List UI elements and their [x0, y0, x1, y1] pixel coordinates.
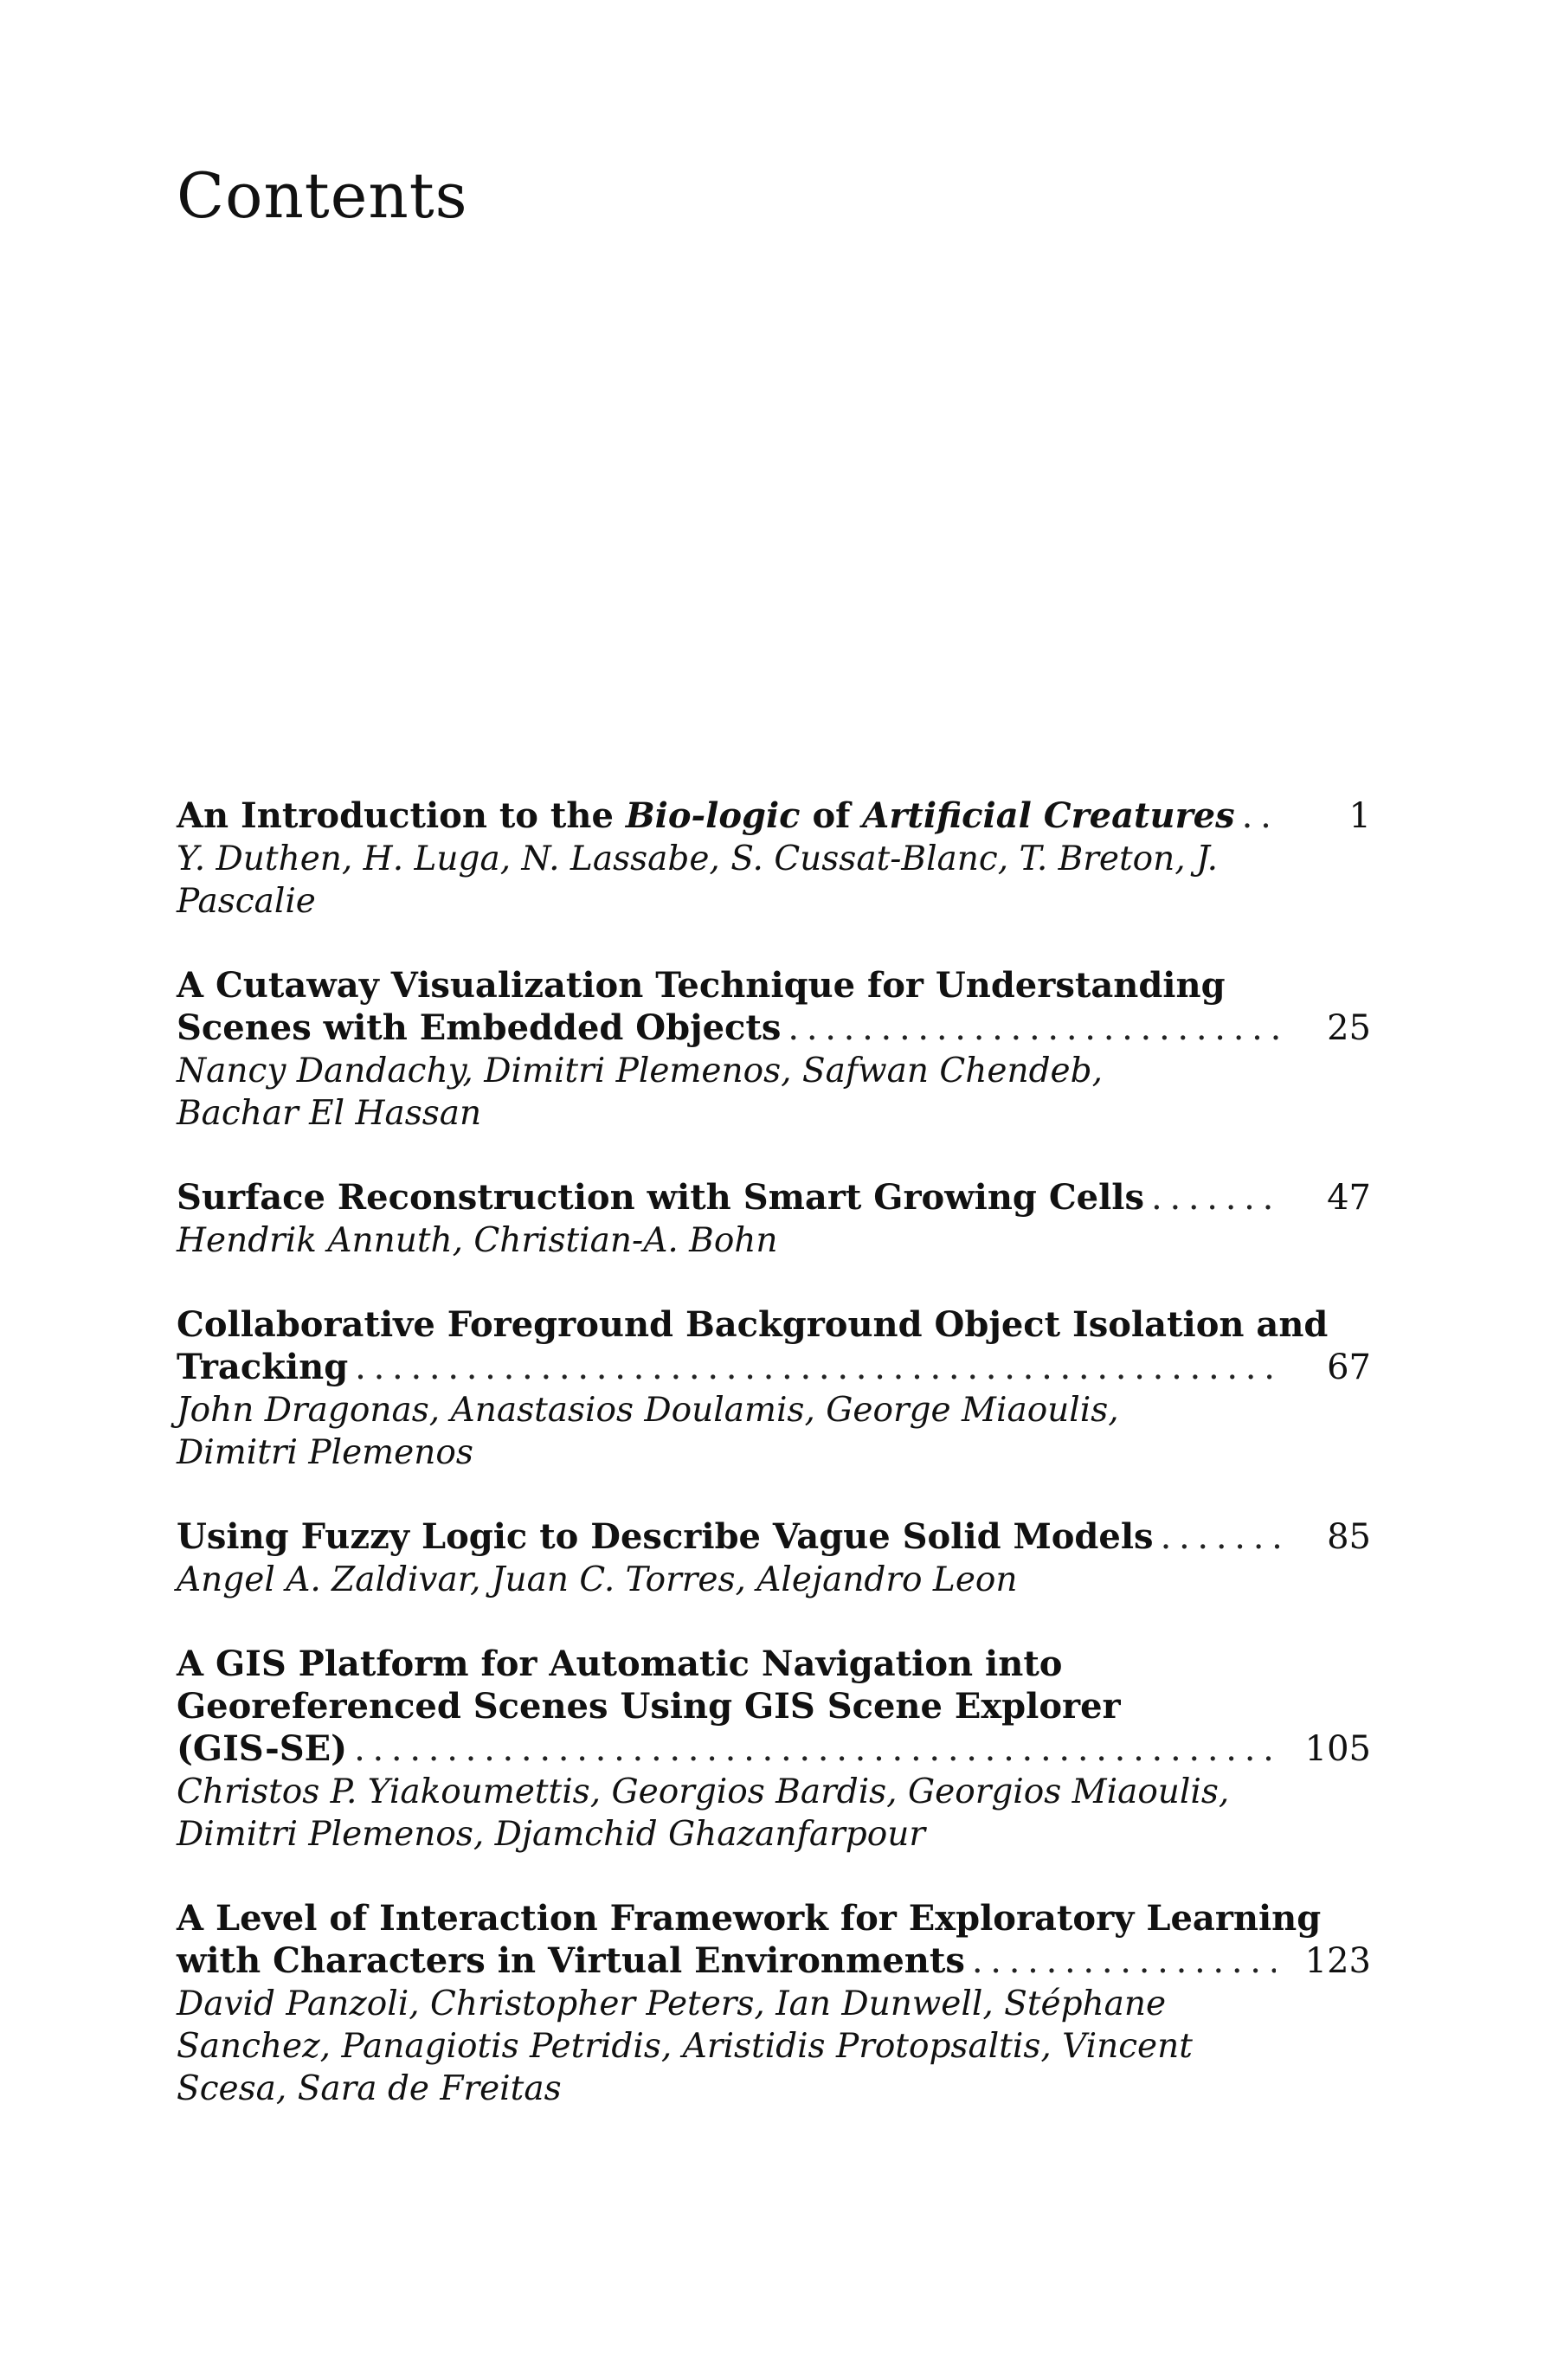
toc-entry[interactable] [177, 1303, 1371, 1474]
entry-authors: Y. Duthen, H. Luga, N. Lassabe, S. Cussat-Blanc, T. Breton, J. Pascalie [177, 839, 1219, 921]
entry-title-text: An Introduction to the [177, 795, 626, 836]
entry-title-text: Using Fuzzy Logic to Describe Vague Solid Models [177, 1516, 1154, 1557]
entry-authors: Angel A. Zaldivar, Juan C. Torres, Alejandro Leon [177, 1560, 1018, 1599]
page-number[interactable]: 1 [1348, 796, 1371, 836]
dot-leader [788, 1007, 1281, 1050]
entry-title-text: of [800, 795, 863, 836]
dot-leader [1242, 795, 1281, 838]
page-title: Contents [177, 159, 468, 232]
page-number[interactable]: 25 [1327, 1008, 1371, 1048]
entry-title-line[interactable]: A Cutaway Visualization Technique for Understanding [177, 965, 1226, 1006]
toc-entry[interactable] [177, 964, 1371, 1135]
page-number[interactable]: 123 [1304, 1941, 1371, 1981]
page-number[interactable]: 105 [1304, 1729, 1371, 1769]
entry-authors: Nancy Dandachy, Dimitri Plemenos, Safwan Chendeb, Bachar El Hassan [177, 1052, 1103, 1133]
entry-title-line[interactable]: Georeferenced Scenes Using GIS Scene Explorer [177, 1686, 1121, 1727]
page-number[interactable]: 67 [1327, 1348, 1371, 1387]
toc-entry[interactable] [177, 1643, 1371, 1856]
entry-title-line[interactable]: A GIS Platform for Automatic Navigation into [177, 1643, 1063, 1684]
entry-title-text: with Characters in Virtual Environments [177, 1940, 965, 1981]
dot-leader [972, 1940, 1276, 1983]
toc-entry[interactable] [177, 1897, 1371, 2110]
entry-authors: David Panzoli, Christopher Peters, Ian Dunwell, Stéphane Sanchez, Panagiotis Petridis, Aristidis Protopsaltis, Vincent Scesa, Sara de Freitas [177, 1984, 1193, 2108]
entry-authors: John Dragonas, Anastasios Doulamis, George Miaoulis, Dimitri Plemenos [177, 1391, 1119, 1472]
dot-leader [354, 1728, 1276, 1771]
entry-title-text: Scenes with Embedded Objects [177, 1007, 782, 1048]
entry-title[interactable] [177, 1176, 1371, 1219]
entry-title-line[interactable]: A Level of Interaction Framework for Exploratory Learning [177, 1898, 1322, 1939]
entry-title-emphasis: Bio-logic [625, 795, 801, 836]
dot-leader [1151, 1177, 1281, 1219]
toc-entry[interactable] [177, 794, 1371, 923]
entry-title[interactable] [177, 1727, 1371, 1771]
entry-title[interactable] [177, 1515, 1371, 1559]
entry-title-text: Tracking [177, 1347, 349, 1387]
entry-title-text: (GIS-SE) [177, 1728, 348, 1769]
entry-title-line[interactable]: Collaborative Foreground Background Object Isolation and [177, 1304, 1329, 1345]
entry-title-text: Surface Reconstruction with Smart Growing Cells [177, 1177, 1145, 1218]
toc-entry[interactable] [177, 1176, 1371, 1262]
entry-title[interactable] [177, 1346, 1371, 1389]
entry-title-emphasis: Artificial Creatures [862, 795, 1235, 836]
table-of-contents [177, 794, 1371, 2152]
toc-entry[interactable] [177, 1515, 1371, 1601]
entry-title[interactable] [177, 1939, 1371, 1983]
entry-title[interactable] [177, 794, 1371, 838]
entry-authors: Christos P. Yiakoumettis, Georgios Bardis, Georgios Miaoulis, Dimitri Plemenos, Djamchid Ghazanfarpour [177, 1772, 1230, 1854]
dot-leader [355, 1347, 1281, 1389]
dot-leader [1161, 1516, 1281, 1559]
entry-title[interactable] [177, 1007, 1371, 1050]
page-number[interactable]: 47 [1327, 1178, 1371, 1218]
page-number[interactable]: 85 [1327, 1517, 1371, 1557]
entry-authors: Hendrik Annuth, Christian-A. Bohn [177, 1221, 778, 1260]
